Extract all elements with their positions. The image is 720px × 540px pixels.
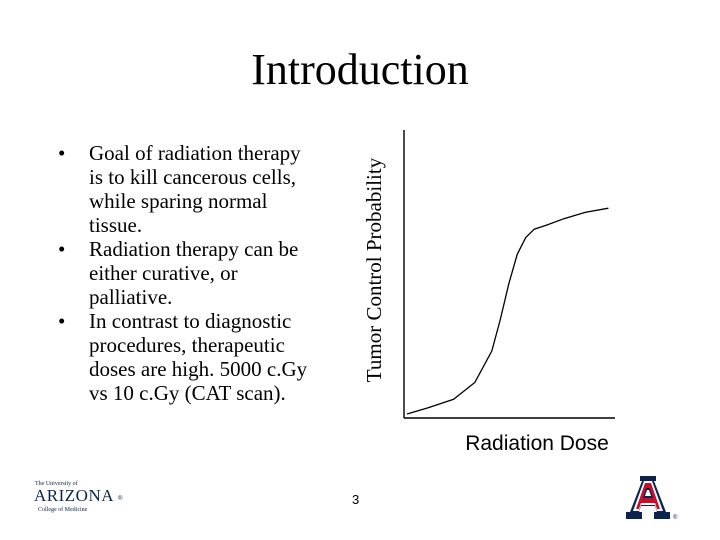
logo-a-registered: ®	[673, 515, 678, 521]
university-of-arizona-logo	[32, 478, 132, 516]
bullet-list	[52, 141, 352, 405]
bullet-text-line: In contrast to diagnostic	[89, 309, 292, 333]
bullet-dot-icon: •	[58, 237, 66, 261]
x-axis-label: Radiation Dose	[465, 432, 609, 455]
bullet-item	[52, 141, 352, 237]
bullet-text-line: palliative.	[89, 285, 173, 309]
bullet-text-line: Radiation therapy can be	[89, 237, 299, 261]
slide-title: Introduction	[251, 45, 469, 94]
bullet-text-line: tissue.	[89, 213, 143, 237]
logo-college: College of Medicine	[38, 507, 88, 513]
tumor-control-chart	[355, 130, 635, 460]
bullet-dot-icon: •	[58, 309, 66, 333]
y-axis-label: Tumor Control Probability	[362, 157, 386, 383]
bullet-text-line: is to kill cancerous cells,	[89, 165, 297, 189]
tcp-curve	[407, 208, 608, 414]
y-axis-label-group	[362, 157, 386, 382]
bullet-dot-icon: •	[58, 141, 66, 165]
bullet-text-line: either curative, or	[89, 261, 238, 285]
bullet-text-line: vs 10 c.Gy (CAT scan).	[89, 381, 286, 405]
page-number: 3	[352, 492, 360, 507]
logo-university-of: The University of	[35, 481, 78, 487]
arizona-a-logo	[622, 474, 682, 522]
logo-registered: ®	[118, 496, 123, 502]
bullet-item	[52, 309, 352, 405]
logo-arizona: ARIZONA	[34, 486, 114, 505]
block-a-icon	[626, 476, 670, 519]
bullet-text-line: procedures, therapeutic	[89, 333, 285, 357]
bullet-text-line: while sparing normal	[89, 189, 268, 213]
bullet-text-line: doses are high. 5000 c.Gy	[89, 357, 308, 381]
bullet-text-line: Goal of radiation therapy	[89, 141, 301, 165]
bullet-item	[52, 237, 352, 309]
